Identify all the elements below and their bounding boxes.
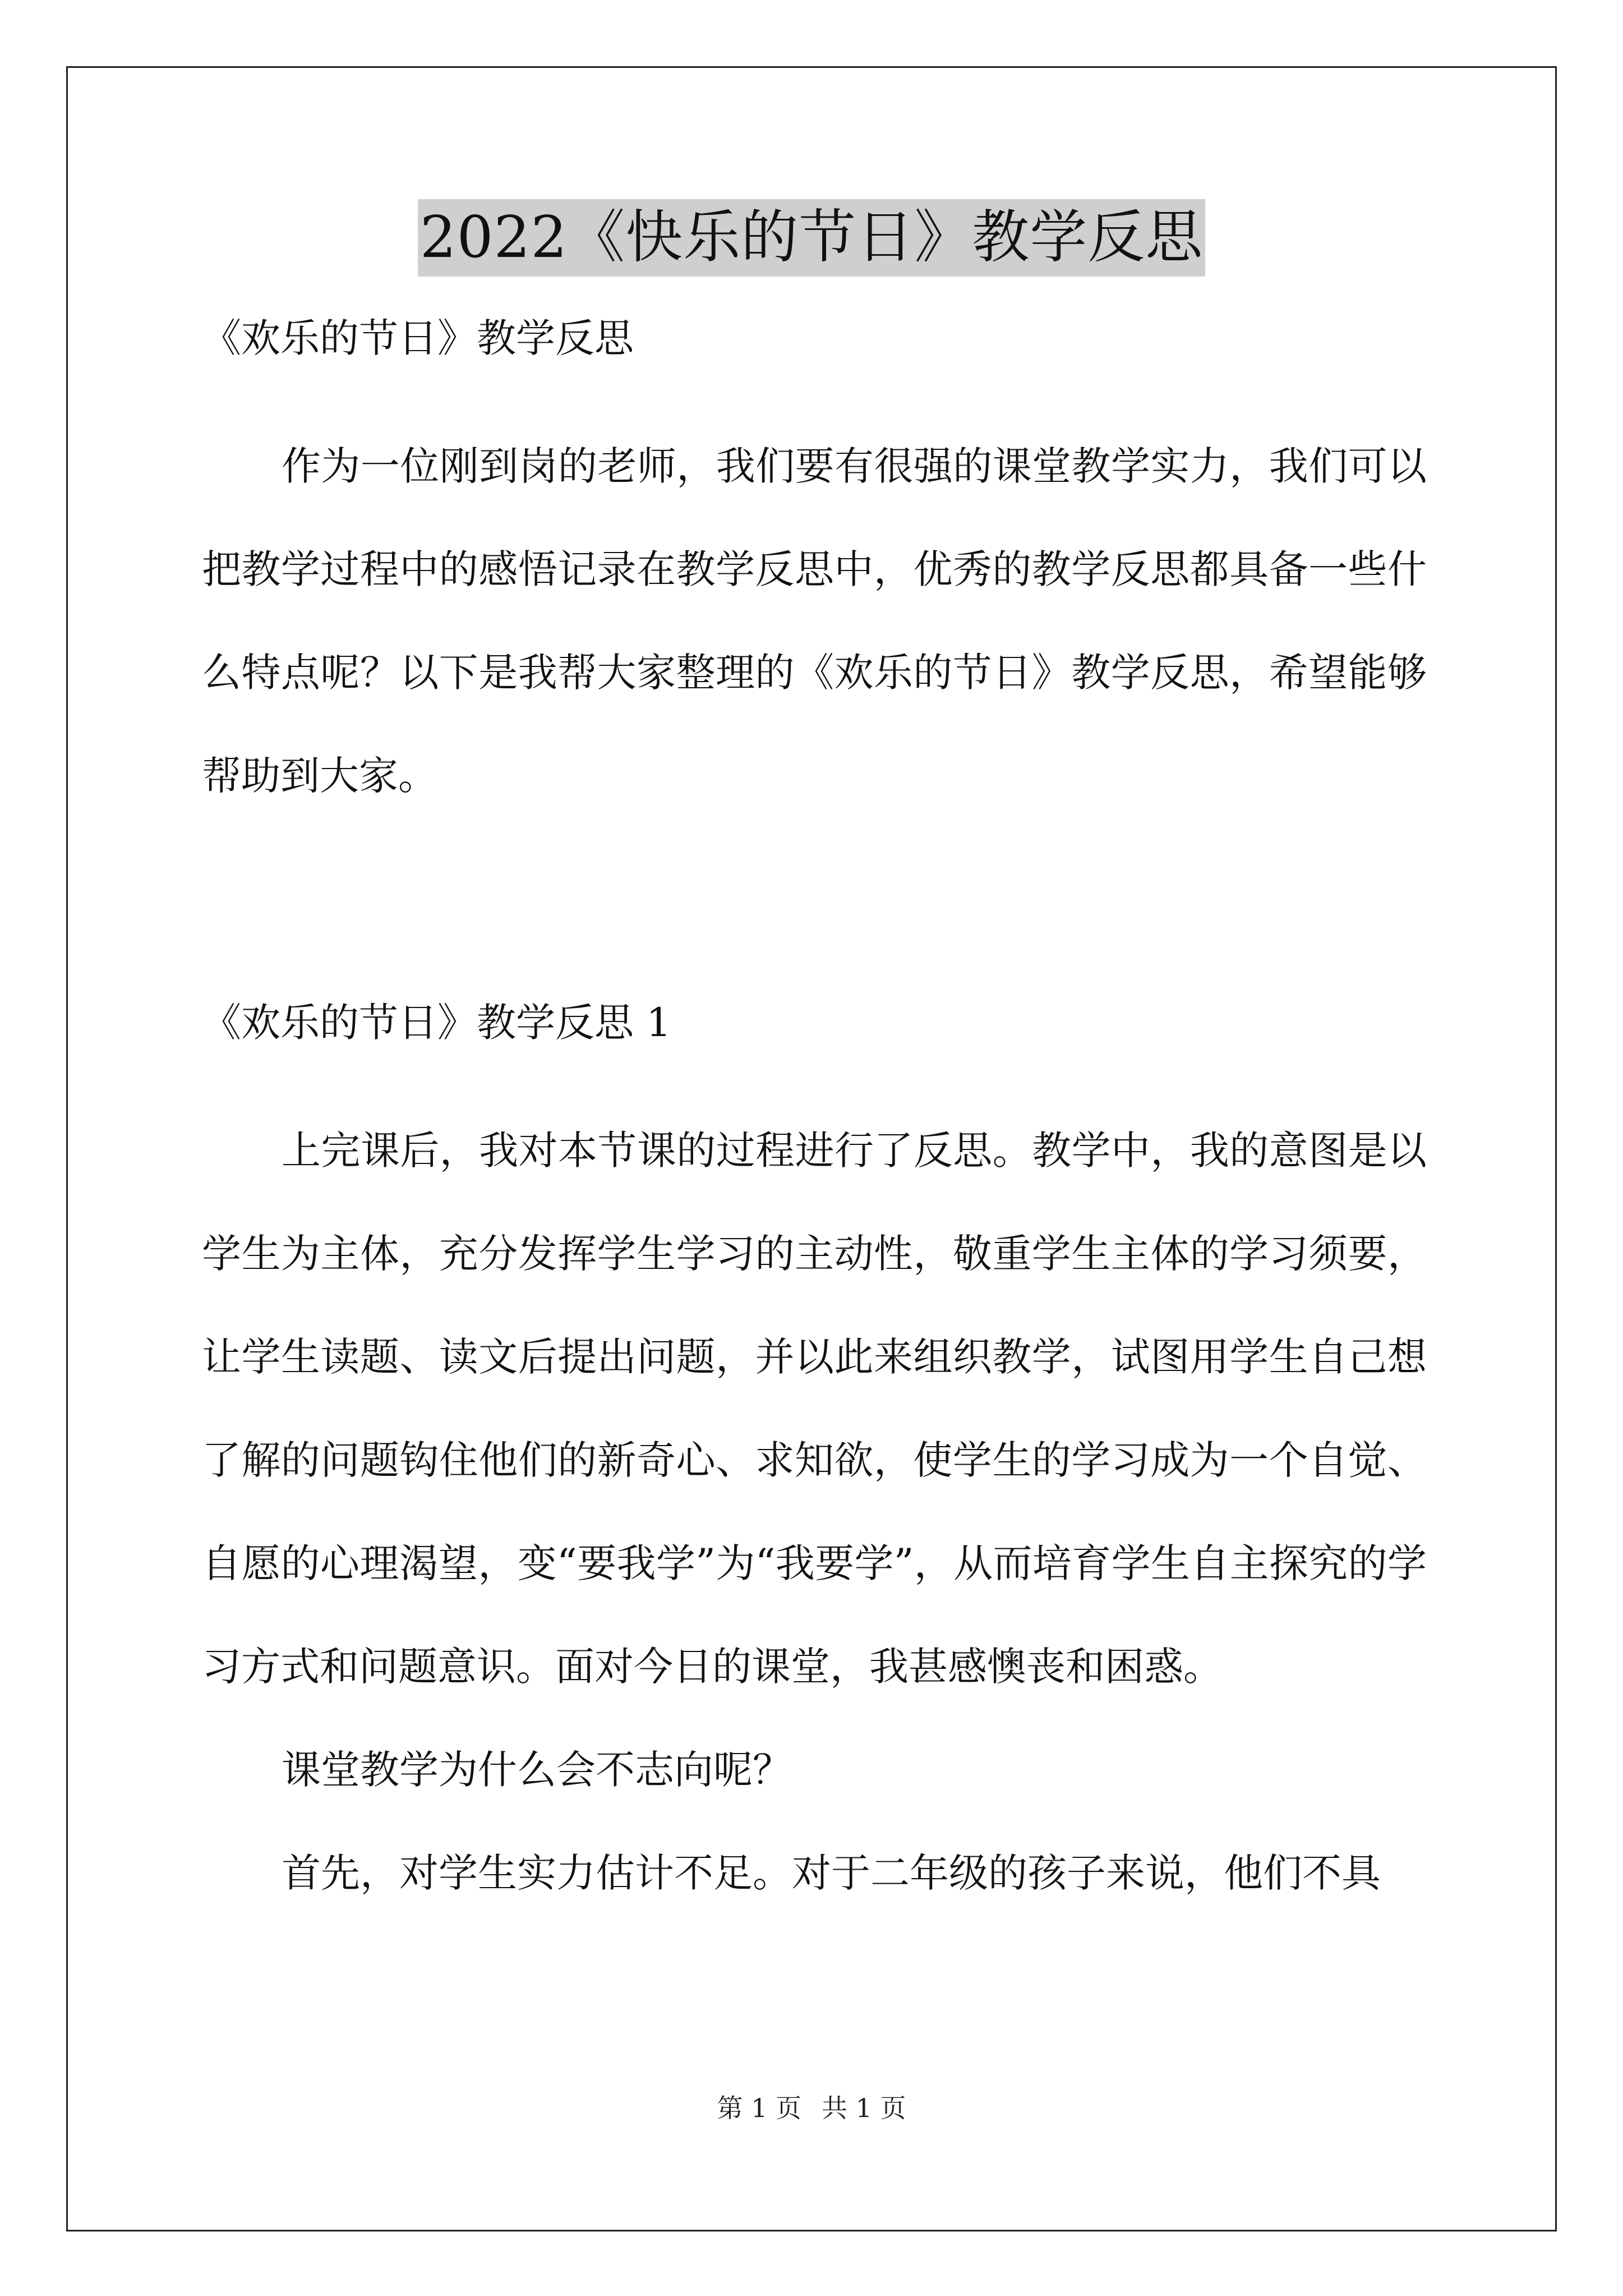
document-body (202, 311, 1427, 1925)
section1-paragraph-1: 上完课后，我对本节课的过程进行了反思。教学中，我的意图是以学生为主体，充分发挥学生学习的主动性，敬重学生主体的学习须要，让学生读题、读文后提出问题，并以此来组织教学，试图用学生自己想了解的问题钩住他们的新奇心、求知欲，使学生的学习成为一个自觉、自愿的心理渴望，变“要我学”为“我要学”，从而培育学生自主探究的学习方式和问题意识。面对今日的课堂，我甚感懊丧和困惑。 (202, 1128, 1427, 1690)
document-title: 2022《快乐的节日》教学反思 (418, 199, 1206, 277)
page-footer (0, 2091, 1623, 2125)
section1-paragraph-2: 课堂教学为什么会不志向呢？ (282, 1747, 792, 1793)
section1-paragraph-3: 首先，对学生实力估计不足。对于二年级的孩子来说，他们不具 (282, 1850, 1381, 1896)
intro-paragraph: 作为一位刚到岗的老师，我们要有很强的课堂教学实力，我们可以把教学过程中的感悟记录在教学反思中，优秀的教学反思都具备一些什么特点呢？以下是我帮大家整理的《欢乐的节日》教学反思，希望能够帮助到大家。 (202, 443, 1427, 799)
page-number-total: 共 1 页 (822, 2093, 906, 2123)
page-number-current: 第 1 页 (717, 2093, 801, 2123)
section1-heading: 《欢乐的节日》教学反思 1 (202, 1000, 671, 1046)
intro-heading: 《欢乐的节日》教学反思 (202, 315, 634, 361)
title-wrap (0, 199, 1623, 277)
